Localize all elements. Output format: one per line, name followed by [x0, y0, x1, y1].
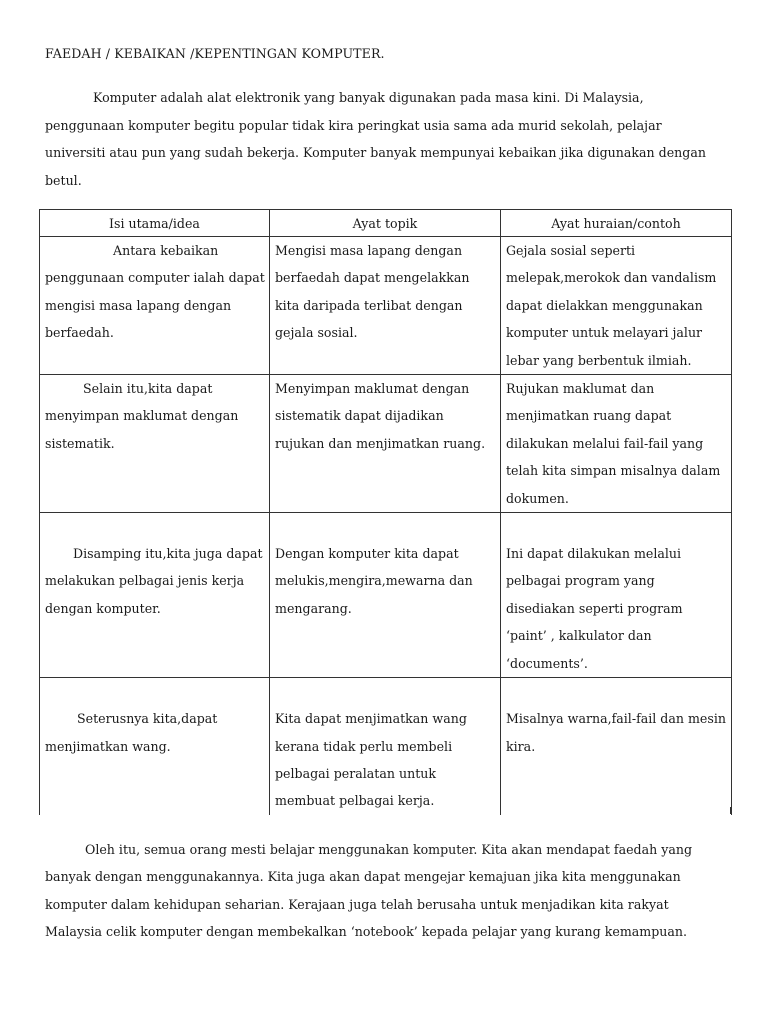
idea-text: Selain itu,kita dapat menyimpan maklumat dengan sistematik.: [45, 381, 239, 451]
example-text: Misalnya warna,fail-fail dan mesin kira.: [506, 711, 726, 754]
table-tail-left: [39, 807, 40, 814]
table-tail-right: [730, 807, 731, 814]
idea-text: Antara kebaikan penggunaan computer ialah dapat mengisi masa lapang dengan berfaedah.: [45, 243, 265, 341]
page-title: FAEDAH / KEBAIKAN /KEPENTINGAN KOMPUTER.: [45, 46, 385, 61]
idea-cell: [40, 678, 270, 815]
table-row: [40, 513, 732, 678]
example-cell: [501, 513, 732, 678]
idea-text: Disamping itu,kita juga dapat melakukan pelbagai jenis kerja dengan komputer.: [45, 546, 263, 616]
table-row: [40, 375, 732, 513]
topic-cell: Menyimpan maklumat dengan sistematik dapat dijadikan rujukan dan menjimatkan ruang.: [270, 375, 501, 513]
topic-text: Dengan komputer kita dapat melukis,mengira,mewarna dan mengarang.: [275, 546, 473, 616]
header-topic-sentence: Ayat topik: [270, 210, 501, 237]
table-row: [40, 678, 732, 815]
benefits-table: [39, 209, 732, 815]
conclusion-paragraph: Oleh itu, semua orang mesti belajar menggunakan komputer. Kita akan mendapat faedah yang banyak dengan menggunakannya. Kita juga akan dapat mengejar kemajuan jika kita menggunakan komputer dalam kehidupan seharian. Kerajaan juga telah berusaha untuk menjadikan kita rakyat Malaysia celik komputer dengan membekalkan ‘notebook’ kepada pelajar yang kurang kemampuan.: [45, 842, 693, 940]
header-main-idea: Isi utama/idea: [40, 210, 270, 237]
example-cell: Rujukan maklumat dan menjimatkan ruang dapat dilakukan melalui fail-fail yang telah kita simpan misalnya dalam dokumen.: [501, 375, 732, 513]
table-header-row: [40, 210, 732, 237]
header-elaboration: Ayat huraian/contoh: [501, 210, 732, 237]
table-row: [40, 237, 732, 375]
idea-cell: [40, 513, 270, 678]
topic-text: Kita dapat menjimatkan wang kerana tidak perlu membeli pelbagai peralatan untuk membuat pelbagai kerja.: [275, 711, 467, 809]
example-cell: [501, 678, 732, 815]
example-cell: Gejala sosial seperti melepak,merokok dan vandalism dapat dielakkan menggunakan komputer untuk melayari jalur lebar yang berbentuk ilmiah.: [501, 237, 732, 375]
topic-cell: [270, 513, 501, 678]
topic-cell: [270, 678, 501, 815]
idea-text: Seterusnya kita,dapat menjimatkan wang.: [45, 711, 218, 754]
intro-paragraph: Komputer adalah alat elektronik yang banyak digunakan pada masa kini. Di Malaysia, penggunaan komputer begitu popular tidak kira peringkat usia sama ada murid sekolah, pelajar universiti atau pun yang sudah bekerja. Komputer banyak mempunyai kebaikan jika digunakan dengan betul.: [45, 90, 706, 188]
topic-cell: Mengisi masa lapang dengan berfaedah dapat mengelakkan kita daripada terlibat dengan gejala sosial.: [270, 237, 501, 375]
idea-cell: [40, 375, 270, 513]
example-text: Ini dapat dilakukan melalui pelbagai program yang disediakan seperti program ‘paint’ , kalkulator dan ‘documents’.: [506, 546, 683, 671]
idea-cell: [40, 237, 270, 375]
